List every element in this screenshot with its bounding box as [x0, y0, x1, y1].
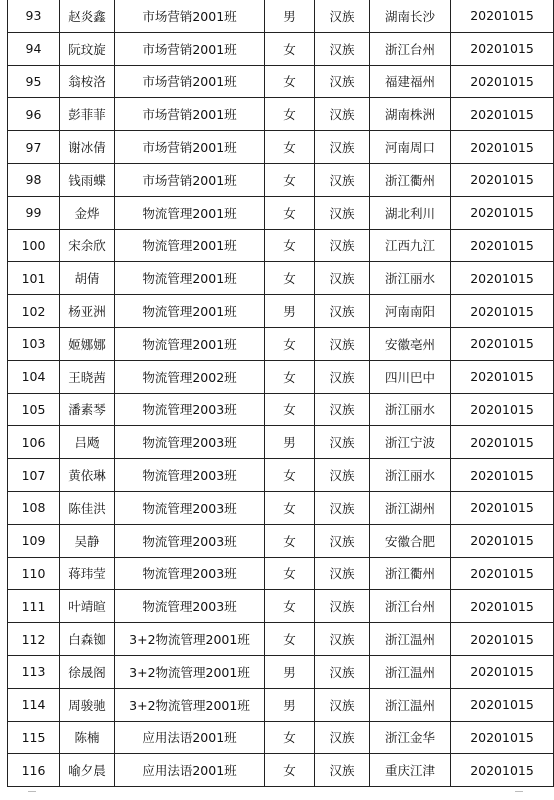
origin-cell: 浙江衢州: [370, 557, 451, 590]
student-name-cell: 蒋玮莹: [60, 557, 115, 590]
class-name-cell: 物流管理2003班: [115, 557, 265, 590]
student-name-cell: 谢冰倩: [60, 131, 115, 164]
row-number-cell: 112: [8, 623, 60, 656]
origin-cell: 安徽合肥: [370, 524, 451, 557]
student-name-cell: 白森铷: [60, 623, 115, 656]
ethnicity-cell: 汉族: [315, 163, 370, 196]
student-name-cell: 金烨: [60, 196, 115, 229]
student-name-cell: 彭菲菲: [60, 98, 115, 131]
row-number-cell: 114: [8, 688, 60, 721]
table-row: [8, 196, 554, 229]
date-cell: 20201015: [451, 262, 554, 295]
class-name-cell: 物流管理2001班: [115, 196, 265, 229]
row-number-cell: 101: [8, 262, 60, 295]
ethnicity-cell: 汉族: [315, 688, 370, 721]
date-cell: 20201015: [451, 65, 554, 98]
origin-cell: 河南南阳: [370, 295, 451, 328]
student-table: [7, 0, 554, 787]
origin-cell: 江西九江: [370, 229, 451, 262]
class-name-cell: 物流管理2003班: [115, 426, 265, 459]
row-number-cell: 103: [8, 327, 60, 360]
student-name-cell: 叶靖暄: [60, 590, 115, 623]
date-cell: 20201015: [451, 393, 554, 426]
date-cell: 20201015: [451, 557, 554, 590]
date-cell: 20201015: [451, 32, 554, 65]
class-name-cell: 应用法语2001班: [115, 754, 265, 787]
gender-cell: 女: [265, 65, 315, 98]
table-row: [8, 623, 554, 656]
date-cell: 20201015: [451, 459, 554, 492]
table-row: [8, 32, 554, 65]
student-name-cell: 潘素琴: [60, 393, 115, 426]
ethnicity-cell: 汉族: [315, 491, 370, 524]
class-name-cell: 物流管理2003班: [115, 491, 265, 524]
ethnicity-cell: 汉族: [315, 426, 370, 459]
row-number-cell: 115: [8, 721, 60, 754]
table-row: [8, 459, 554, 492]
class-name-cell: 市场营销2001班: [115, 65, 265, 98]
ethnicity-cell: 汉族: [315, 754, 370, 787]
ethnicity-cell: 汉族: [315, 262, 370, 295]
row-number-cell: 98: [8, 163, 60, 196]
gender-cell: 女: [265, 131, 315, 164]
gender-cell: 女: [265, 524, 315, 557]
row-number-cell: 93: [8, 0, 60, 32]
origin-cell: 湖北利川: [370, 196, 451, 229]
origin-cell: 河南周口: [370, 131, 451, 164]
table-row: [8, 131, 554, 164]
gender-cell: 女: [265, 754, 315, 787]
gender-cell: 男: [265, 295, 315, 328]
row-number-cell: 113: [8, 655, 60, 688]
date-cell: 20201015: [451, 655, 554, 688]
class-name-cell: 市场营销2001班: [115, 98, 265, 131]
origin-cell: 湖南株洲: [370, 98, 451, 131]
date-cell: 20201015: [451, 295, 554, 328]
gender-cell: 女: [265, 590, 315, 623]
class-name-cell: 市场营销2001班: [115, 32, 265, 65]
origin-cell: 浙江宁波: [370, 426, 451, 459]
gender-cell: 女: [265, 393, 315, 426]
student-name-cell: 陈楠: [60, 721, 115, 754]
origin-cell: 浙江温州: [370, 655, 451, 688]
class-name-cell: 物流管理2001班: [115, 229, 265, 262]
student-name-cell: 翁桉洛: [60, 65, 115, 98]
origin-cell: 浙江衢州: [370, 163, 451, 196]
student-name-cell: 黄依琳: [60, 459, 115, 492]
ethnicity-cell: 汉族: [315, 65, 370, 98]
date-cell: 20201015: [451, 327, 554, 360]
row-number-cell: 102: [8, 295, 60, 328]
class-name-cell: 3+2物流管理2001班: [115, 688, 265, 721]
ethnicity-cell: 汉族: [315, 655, 370, 688]
student-name-cell: 姬娜娜: [60, 327, 115, 360]
origin-cell: 浙江湖州: [370, 491, 451, 524]
gender-cell: 女: [265, 196, 315, 229]
ethnicity-cell: 汉族: [315, 590, 370, 623]
origin-cell: 四川巴中: [370, 360, 451, 393]
origin-cell: 福建福州: [370, 65, 451, 98]
gender-cell: 女: [265, 721, 315, 754]
row-number-cell: 109: [8, 524, 60, 557]
ethnicity-cell: 汉族: [315, 131, 370, 164]
origin-cell: 浙江丽水: [370, 459, 451, 492]
row-number-cell: 107: [8, 459, 60, 492]
row-number-cell: 104: [8, 360, 60, 393]
class-name-cell: 物流管理2003班: [115, 393, 265, 426]
gender-cell: 女: [265, 491, 315, 524]
student-name-cell: 赵炎鑫: [60, 0, 115, 32]
ethnicity-cell: 汉族: [315, 32, 370, 65]
student-name-cell: 阮玟旋: [60, 32, 115, 65]
origin-cell: 安徽亳州: [370, 327, 451, 360]
class-name-cell: 物流管理2002班: [115, 360, 265, 393]
ethnicity-cell: 汉族: [315, 393, 370, 426]
student-name-cell: 宋余欣: [60, 229, 115, 262]
ethnicity-cell: 汉族: [315, 524, 370, 557]
gender-cell: 女: [265, 32, 315, 65]
table-row: [8, 360, 554, 393]
row-number-cell: 105: [8, 393, 60, 426]
table-row: [8, 426, 554, 459]
table-row: [8, 491, 554, 524]
origin-cell: 浙江温州: [370, 623, 451, 656]
date-cell: 20201015: [451, 524, 554, 557]
date-cell: 20201015: [451, 721, 554, 754]
table-row: [8, 524, 554, 557]
gender-cell: 女: [265, 98, 315, 131]
gender-cell: 男: [265, 0, 315, 32]
ethnicity-cell: 汉族: [315, 623, 370, 656]
class-name-cell: 3+2物流管理2001班: [115, 655, 265, 688]
date-cell: 20201015: [451, 426, 554, 459]
table-row: [8, 393, 554, 426]
row-number-cell: 97: [8, 131, 60, 164]
row-number-cell: 111: [8, 590, 60, 623]
gender-cell: 男: [265, 688, 315, 721]
table-row: [8, 295, 554, 328]
class-name-cell: 物流管理2003班: [115, 590, 265, 623]
class-name-cell: 3+2物流管理2001班: [115, 623, 265, 656]
student-name-cell: 陈佳洪: [60, 491, 115, 524]
origin-cell: 浙江台州: [370, 32, 451, 65]
ethnicity-cell: 汉族: [315, 196, 370, 229]
class-name-cell: 物流管理2001班: [115, 327, 265, 360]
class-name-cell: 市场营销2001班: [115, 0, 265, 32]
table-row: [8, 590, 554, 623]
date-cell: 20201015: [451, 360, 554, 393]
table-row: [8, 229, 554, 262]
date-cell: 20201015: [451, 688, 554, 721]
origin-cell: 浙江台州: [370, 590, 451, 623]
date-cell: 20201015: [451, 163, 554, 196]
origin-cell: 浙江丽水: [370, 262, 451, 295]
class-name-cell: 物流管理2003班: [115, 524, 265, 557]
student-name-cell: 杨亚洲: [60, 295, 115, 328]
gender-cell: 男: [265, 426, 315, 459]
origin-cell: 重庆江津: [370, 754, 451, 787]
ethnicity-cell: 汉族: [315, 295, 370, 328]
table-row: [8, 655, 554, 688]
row-number-cell: 106: [8, 426, 60, 459]
date-cell: 20201015: [451, 590, 554, 623]
table-row: [8, 557, 554, 590]
origin-cell: 湖南长沙: [370, 0, 451, 32]
table-row: [8, 754, 554, 787]
date-cell: 20201015: [451, 754, 554, 787]
ethnicity-cell: 汉族: [315, 360, 370, 393]
date-cell: 20201015: [451, 623, 554, 656]
date-cell: 20201015: [451, 98, 554, 131]
student-name-cell: 吴静: [60, 524, 115, 557]
row-number-cell: 110: [8, 557, 60, 590]
class-name-cell: 应用法语2001班: [115, 721, 265, 754]
class-name-cell: 市场营销2001班: [115, 131, 265, 164]
row-number-cell: 94: [8, 32, 60, 65]
student-name-cell: 胡倩: [60, 262, 115, 295]
gender-cell: 女: [265, 360, 315, 393]
origin-cell: 浙江温州: [370, 688, 451, 721]
gender-cell: 女: [265, 327, 315, 360]
gender-cell: 女: [265, 557, 315, 590]
student-name-cell: 喻夕晨: [60, 754, 115, 787]
ethnicity-cell: 汉族: [315, 98, 370, 131]
row-number-cell: 96: [8, 98, 60, 131]
class-name-cell: 市场营销2001班: [115, 163, 265, 196]
gender-cell: 女: [265, 229, 315, 262]
ethnicity-cell: 汉族: [315, 229, 370, 262]
gender-cell: 男: [265, 655, 315, 688]
date-cell: 20201015: [451, 0, 554, 32]
row-number-cell: 116: [8, 754, 60, 787]
table-row: [8, 262, 554, 295]
gender-cell: 女: [265, 262, 315, 295]
table-row: [8, 327, 554, 360]
ethnicity-cell: 汉族: [315, 459, 370, 492]
ethnicity-cell: 汉族: [315, 327, 370, 360]
table-row: [8, 65, 554, 98]
student-name-cell: 周骏驰: [60, 688, 115, 721]
table-row: [8, 0, 554, 32]
table-body: [8, 0, 554, 787]
gender-cell: 女: [265, 623, 315, 656]
ethnicity-cell: 汉族: [315, 557, 370, 590]
row-number-cell: 100: [8, 229, 60, 262]
gender-cell: 女: [265, 459, 315, 492]
origin-cell: 浙江丽水: [370, 393, 451, 426]
table-row: [8, 721, 554, 754]
ethnicity-cell: 汉族: [315, 721, 370, 754]
row-number-cell: 99: [8, 196, 60, 229]
table-row: [8, 688, 554, 721]
table-row: [8, 163, 554, 196]
student-name-cell: 徐晟阁: [60, 655, 115, 688]
student-name-cell: 钱雨蝶: [60, 163, 115, 196]
date-cell: 20201015: [451, 491, 554, 524]
row-number-cell: 108: [8, 491, 60, 524]
origin-cell: 浙江金华: [370, 721, 451, 754]
gender-cell: 女: [265, 163, 315, 196]
date-cell: 20201015: [451, 196, 554, 229]
table-row: [8, 98, 554, 131]
class-name-cell: 物流管理2001班: [115, 262, 265, 295]
class-name-cell: 物流管理2001班: [115, 295, 265, 328]
student-name-cell: 吕飏: [60, 426, 115, 459]
date-cell: 20201015: [451, 229, 554, 262]
ethnicity-cell: 汉族: [315, 0, 370, 32]
row-number-cell: 95: [8, 65, 60, 98]
student-name-cell: 王晓茜: [60, 360, 115, 393]
class-name-cell: 物流管理2003班: [115, 459, 265, 492]
date-cell: 20201015: [451, 131, 554, 164]
